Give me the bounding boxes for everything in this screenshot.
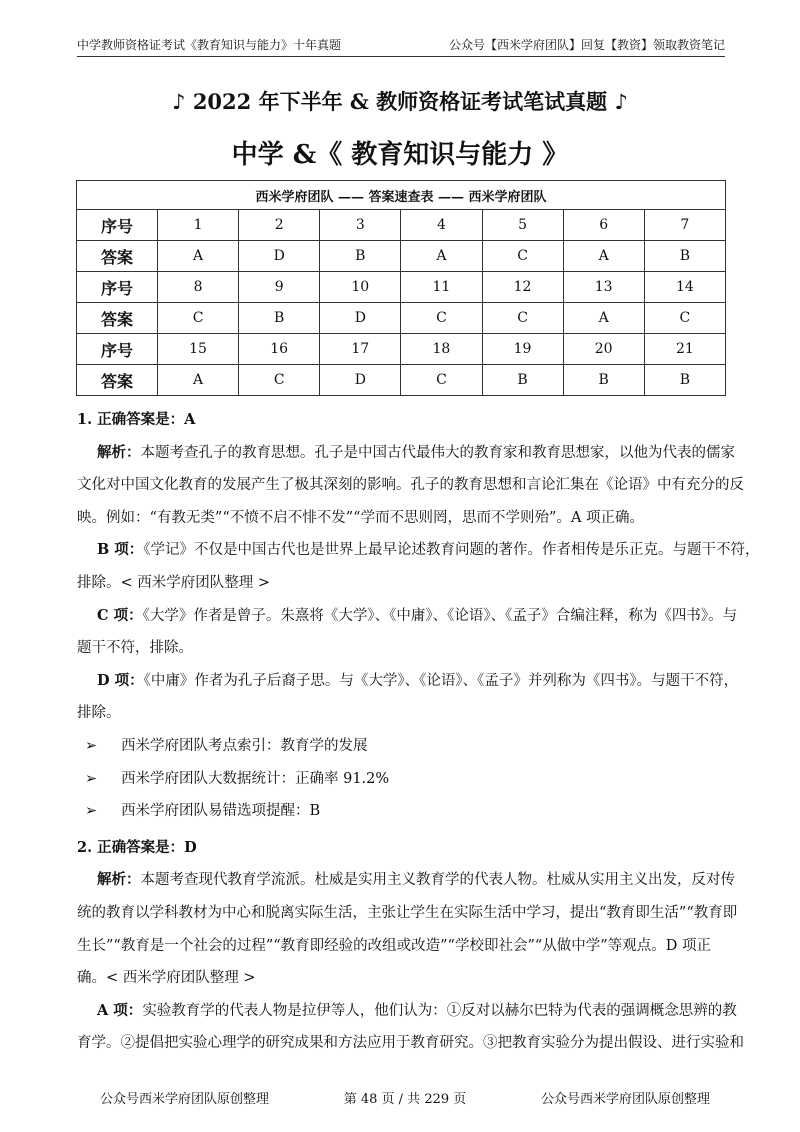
q2-analysis: [77, 864, 747, 897]
row-label: 答案: [77, 365, 158, 396]
answer-table: [76, 180, 726, 396]
cell: 10: [320, 272, 401, 303]
q2-option-a: [77, 995, 747, 1028]
cell: 12: [482, 272, 563, 303]
cell: 13: [563, 272, 644, 303]
table-row: [77, 365, 726, 396]
cell: C: [482, 303, 563, 334]
cell: C: [158, 303, 239, 334]
text: 映。例如：“有教无类”“不愤不启不悱不发”“学而不思则罔，思而不学则殆”。A 项正确。: [77, 509, 645, 526]
row-label: 答案: [77, 241, 158, 272]
text: 文化对中国文化教育的发展产生了极其深刻的影响。孔子的教育思想和言论汇集在《论语》中有充分的反: [77, 477, 744, 494]
table-row: [77, 272, 726, 303]
row-label: 序号: [77, 210, 158, 241]
analysis-label: 解析：: [97, 871, 141, 889]
table-caption: 西米学府团队 —— 答案速查表 —— 西米学府团队: [77, 181, 726, 210]
analysis-label: 解析：: [97, 443, 141, 461]
q2-heading: 2. 正确答案是：D: [77, 838, 197, 856]
cell: A: [158, 365, 239, 396]
cell: 17: [320, 334, 401, 365]
document-body: [77, 404, 760, 1060]
page-subtitle: 中学 &《 教育知识与能力 》: [231, 140, 569, 170]
cell: 21: [644, 334, 725, 365]
cell: 14: [644, 272, 725, 303]
arrow-bullet-icon: ➢: [85, 770, 98, 787]
cell: B: [644, 241, 725, 272]
bullet-item: [77, 730, 747, 763]
text: 西米学府团队大数据统计：正确率 91.2%: [121, 770, 390, 787]
cell: 8: [158, 272, 239, 303]
cell: B: [320, 241, 401, 272]
cell: C: [401, 303, 482, 334]
text: 西米学府团队考点索引：教育学的发展: [121, 737, 368, 754]
row-label: 序号: [77, 272, 158, 303]
footer-left: 公众号西米学府团队原创整理: [100, 1092, 270, 1107]
page-number: 第 48 页 / 共 229 页: [343, 1092, 467, 1107]
cell: 3: [320, 210, 401, 241]
bullet-item: [77, 763, 747, 796]
cell: B: [563, 365, 644, 396]
cell: 16: [239, 334, 320, 365]
cell: 4: [401, 210, 482, 241]
cell: 18: [401, 334, 482, 365]
cell: C: [644, 303, 725, 334]
option-label: A 项：: [97, 1001, 143, 1019]
cell: A: [401, 241, 482, 272]
cell: A: [563, 303, 644, 334]
cell: B: [239, 303, 320, 334]
text: 《学记》不仅是中国古代也是世界上最早论述教育问题的著作。作者相传是乐正克。与题干不符，: [143, 542, 760, 559]
cell: 7: [644, 210, 725, 241]
text: 排除。: [77, 705, 121, 722]
text: 生长”“教育是一个社会的过程”“教育即经验的改组或改造”“学校即社会”“从做中学”等观点。D 项正: [77, 937, 711, 954]
text: 《大学》作者是曾子。朱熹将《大学》、《中庸》、《论语》、《孟子》合编注释，称为《四书》。与: [142, 607, 738, 624]
cell: 20: [563, 334, 644, 365]
option-label: B 项：: [97, 541, 144, 559]
cell: A: [158, 241, 239, 272]
text: 排除。< 西米学府团队整理 >: [77, 574, 271, 591]
arrow-bullet-icon: ➢: [85, 803, 98, 820]
cell: D: [320, 303, 401, 334]
row-label: 序号: [77, 334, 158, 365]
text: 统的教育以学科教材为中心和脱离实际生活，主张让学生在实际生活中学习，提出“教育即生活”“教育即: [77, 904, 738, 921]
q1-heading: 1. 正确答案是：A: [77, 411, 196, 428]
bullet-item: [77, 795, 747, 828]
cell: C: [401, 365, 482, 396]
option-label: D 项：: [97, 671, 144, 689]
q1-option-b: [77, 534, 760, 567]
cell: D: [320, 365, 401, 396]
cell: D: [239, 241, 320, 272]
footer-right: 公众号西米学府团队原创整理: [540, 1092, 710, 1107]
row-label: 答案: [77, 303, 158, 334]
cell: C: [482, 241, 563, 272]
text: 题干不符，排除。: [77, 640, 193, 657]
text: 实验教育学的代表人物是拉伊等人，他们认为：①反对以赫尔巴特为代表的强调概念思辨的教: [142, 1002, 737, 1019]
text: 育学。②提倡把实验心理学的研究成果和方法应用于教育研究。③把教育实验分为提出假设、进行实验和: [77, 1035, 744, 1052]
cell: 6: [563, 210, 644, 241]
table-row: [77, 334, 726, 365]
text: 确。< 西米学府团队整理 >: [77, 970, 256, 987]
cell: 19: [482, 334, 563, 365]
q1-option-c: [77, 600, 747, 633]
table-row: [77, 303, 726, 334]
cell: 2: [239, 210, 320, 241]
cell: 5: [482, 210, 563, 241]
cell: B: [644, 365, 725, 396]
cell: 11: [401, 272, 482, 303]
page-header: [77, 36, 725, 57]
cell: C: [239, 365, 320, 396]
text: 西米学府团队易错选项提醒：B: [121, 803, 321, 820]
cell: 15: [158, 334, 239, 365]
table-row: [77, 210, 726, 241]
text: 《中庸》作者为孔子后裔子思。与《大学》、《论语》、《孟子》并列称为《四书》。与题干不符，: [143, 672, 739, 689]
q1-analysis: [77, 437, 747, 470]
table-row: [77, 241, 726, 272]
cell: 9: [239, 272, 320, 303]
page-title: ♪ 2022 年下半年 & 教师资格证考试笔试真题 ♪: [172, 89, 628, 114]
text: 本题考查孔子的教育思想。孔子是中国古代最伟大的教育家和教育思想家，以他为代表的儒家: [140, 444, 735, 461]
cell: B: [482, 365, 563, 396]
cell: 1: [158, 210, 239, 241]
q1-option-d: [77, 665, 747, 698]
option-label: C 项：: [97, 606, 143, 624]
cell: A: [563, 241, 644, 272]
header-right: 公众号【西米学府团队】回复【教资】领取教资笔记: [448, 38, 725, 52]
arrow-bullet-icon: ➢: [85, 737, 98, 754]
text: 本题考查现代教育学流派。杜威是实用主义教育学的代表人物。杜威从实用主义出发，反对传: [140, 872, 735, 889]
header-left: 中学教师资格证考试《教育知识与能力》十年真题: [77, 38, 342, 52]
page-footer: [100, 1088, 710, 1107]
